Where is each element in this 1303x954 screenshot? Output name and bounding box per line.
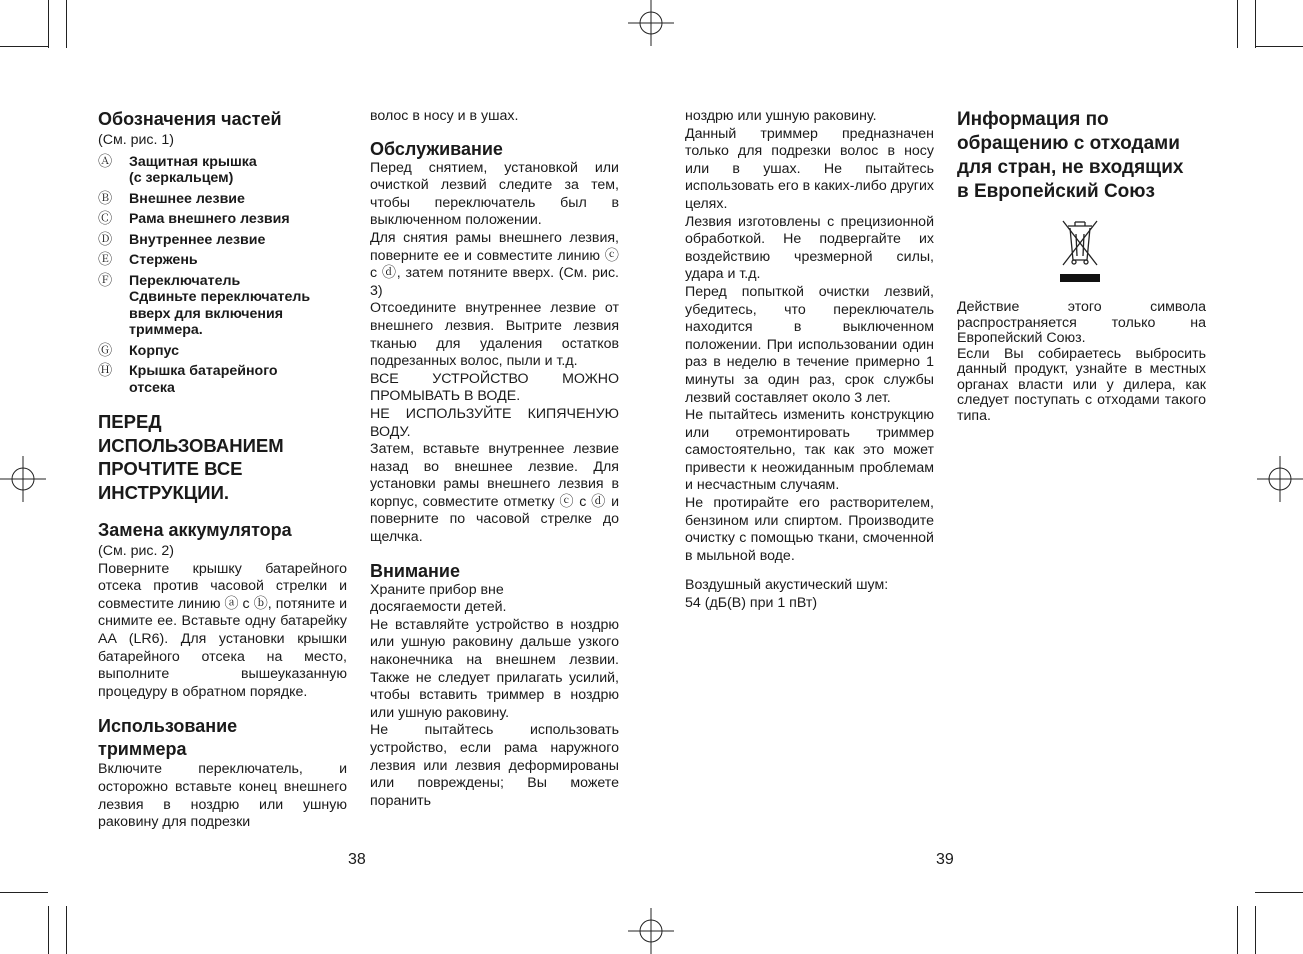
waste-heading: Информация по обращению с отходами для стран, не входящих в Европейский Союз <box>957 109 1184 202</box>
battery-heading: Замена аккумулятора <box>98 520 292 541</box>
continued-text: волос в носу и в ушах. <box>370 108 519 124</box>
list-item <box>98 154 347 187</box>
page-number-right: 39 <box>936 851 954 868</box>
part-mark: Ⓒ <box>98 211 113 228</box>
paragraph: Затем, вставьте внутреннее лезвие назад во внешнее лезвие. Для установки рамы внешнего лезвия в корпус, совместите отметку ⓒ с ⓓ и поверните по часовой стрелке до щелчка. <box>370 441 619 546</box>
service-heading: Обслуживание <box>370 138 503 159</box>
registration-mark <box>628 908 674 954</box>
paragraph: ВСЕ УСТРОЙСТВО МОЖНО ПРОМЫВАТЬ В ВОДЕ. <box>370 370 619 405</box>
part-label: Переключатель Сдвиньте переключатель вверх для включения триммера. <box>129 272 311 339</box>
crop-mark <box>1237 0 1238 48</box>
paragraph: Данный триммер предназначен только для подрезки волос в носу или в ушах. Не пытайтесь использовать его в каких-либо других целях. <box>685 125 934 212</box>
list-item <box>98 232 347 249</box>
part-label: Внешнее лезвие <box>129 190 245 207</box>
battery-ref: (См. рис. 2) <box>98 543 175 560</box>
crop-mark <box>1255 892 1303 893</box>
weee-bin-icon <box>1058 216 1102 286</box>
battery-text: Поверните крышку батарейного отсека против часовой стрелки и совместите линию ⓐ с ⓑ, потяните и снимите ее. Вставьте одну батарейку AA (LR6). Для установки крышки батарейного отсека на место, выполните вышеуказанную процедуру в обратном порядке. <box>98 560 347 700</box>
column-left <box>98 108 347 832</box>
paragraph: Отсоедините внутреннее лезвие от внешнего лезвия. Вытрите лезвия тканью для удаления остатков подрезанных волос, пыли и т.д. <box>370 300 619 370</box>
part-label: Внутреннее лезвие <box>129 231 266 248</box>
part-mark: Ⓗ <box>98 363 113 380</box>
parts-heading: Обозначения частей <box>98 109 282 129</box>
paragraph: Для снятия рамы внешнего лезвия, поверните ее и совместите линию ⓒ с ⓓ, затем потяните вверх. (См. рис. 3) <box>370 229 619 299</box>
column-right <box>685 108 934 613</box>
use-text: Включите переключатель, и осторожно вставьте конец внешнего лезвия в ноздрю или ушную раковину для подрезки <box>98 761 347 831</box>
part-label: Крышка батарейного отсека <box>129 363 278 396</box>
part-label: Стержень <box>129 252 198 269</box>
warning-heading: ПЕРЕД ИСПОЛЬЗОВАНИЕМ ПРОЧТИТЕ ВСЕ ИНСТРУКЦИИ. <box>98 411 284 503</box>
paragraph: Лезвия изготовлены с прецизионной обработкой. Не подвергайте их воздействию чрезмерной силы, удара и т.д. <box>685 213 934 283</box>
part-label: Рама внешнего лезвия <box>129 211 290 228</box>
parts-ref: (См. рис. 1) <box>98 132 175 148</box>
crop-mark <box>0 46 48 47</box>
paragraph: НЕ ИСПОЛЬЗУЙТЕ КИПЯЧЕНУЮ ВОДУ. <box>370 405 619 440</box>
part-label: Защитная крышка (с зеркальцем) <box>129 153 257 187</box>
part-mark: Ⓓ <box>98 231 113 248</box>
crop-mark <box>48 0 49 48</box>
paragraph: Не пытайтесь использовать устройство, если рама наружного лезвия или лезвия деформированы или повреждены; Вы можете поранить <box>370 722 619 809</box>
page-number-left: 38 <box>348 851 366 868</box>
registration-mark <box>628 0 674 46</box>
crop-mark <box>48 906 49 954</box>
paragraph: Действие этого символа распространяется только на Европейский Союз. <box>957 299 1206 346</box>
part-label: Корпус <box>129 342 179 359</box>
list-item <box>98 363 347 396</box>
paragraph: Если Вы собираетесь выбросить данный продукт, узнайте в местных органах власти или у дилера, как следует поступать с отходами такого типа. <box>957 345 1206 424</box>
crop-mark <box>66 906 67 954</box>
paragraph: Перед снятием, установкой или очисткой лезвий следите за тем, чтобы переключатель был в выключенном положении. <box>370 159 619 229</box>
crop-mark <box>1255 46 1303 47</box>
registration-mark <box>0 456 46 502</box>
crop-mark <box>66 0 67 48</box>
crop-mark <box>1237 906 1238 954</box>
part-mark: Ⓖ <box>98 342 113 359</box>
paragraph: Перед попыткой очистки лезвий, убедитесь, что переключатель находится в выключенном положении. При использовании один раз в неделю в течение примерно 1 минуты за один раз, срок службы лезвий составляет около 3 лет. <box>685 283 934 406</box>
registration-mark <box>1257 456 1303 502</box>
paragraph: Не пытайтесь изменить конструкцию или отремонтировать триммер самостоятельно, так как это может привести к неожиданным проблемам и несчастным случаям. <box>685 407 934 494</box>
list-item <box>98 273 347 339</box>
noise-value: 54 (дБ(В) при 1 пВт) <box>685 595 818 612</box>
parts-list <box>98 154 347 397</box>
paragraph: Не вставляйте устройство в ноздрю или ушную раковину дальше узкого наконечника на внешнем лезвии. Также не следует прилагать усилий, чтобы вставить триммер в ноздрю или ушную раковину. <box>370 616 619 721</box>
list-item <box>98 191 347 208</box>
noise-label: Воздушный акустический шум: <box>685 577 889 594</box>
column-middle <box>370 108 619 810</box>
part-mark: Ⓔ <box>98 252 113 269</box>
crop-mark <box>0 892 48 893</box>
attention-heading: Внимание <box>370 560 460 581</box>
part-mark: Ⓑ <box>98 190 113 207</box>
part-mark: Ⓕ <box>98 272 113 289</box>
paragraph: ноздрю или ушную раковину. <box>685 108 877 124</box>
list-item <box>98 343 347 360</box>
paragraph: Не протирайте его растворителем, бензином или спиртом. Производите очистку с помощью ткани, смоченной в мыльной воде. <box>685 495 934 564</box>
list-item <box>98 252 347 269</box>
crop-mark <box>1255 0 1256 48</box>
use-heading: Использование триммера <box>98 716 238 760</box>
crop-mark <box>1255 906 1256 954</box>
part-mark: Ⓐ <box>98 153 113 170</box>
paragraph: Храните прибор вне досягаемости детей. <box>370 581 507 616</box>
list-item <box>98 211 347 228</box>
